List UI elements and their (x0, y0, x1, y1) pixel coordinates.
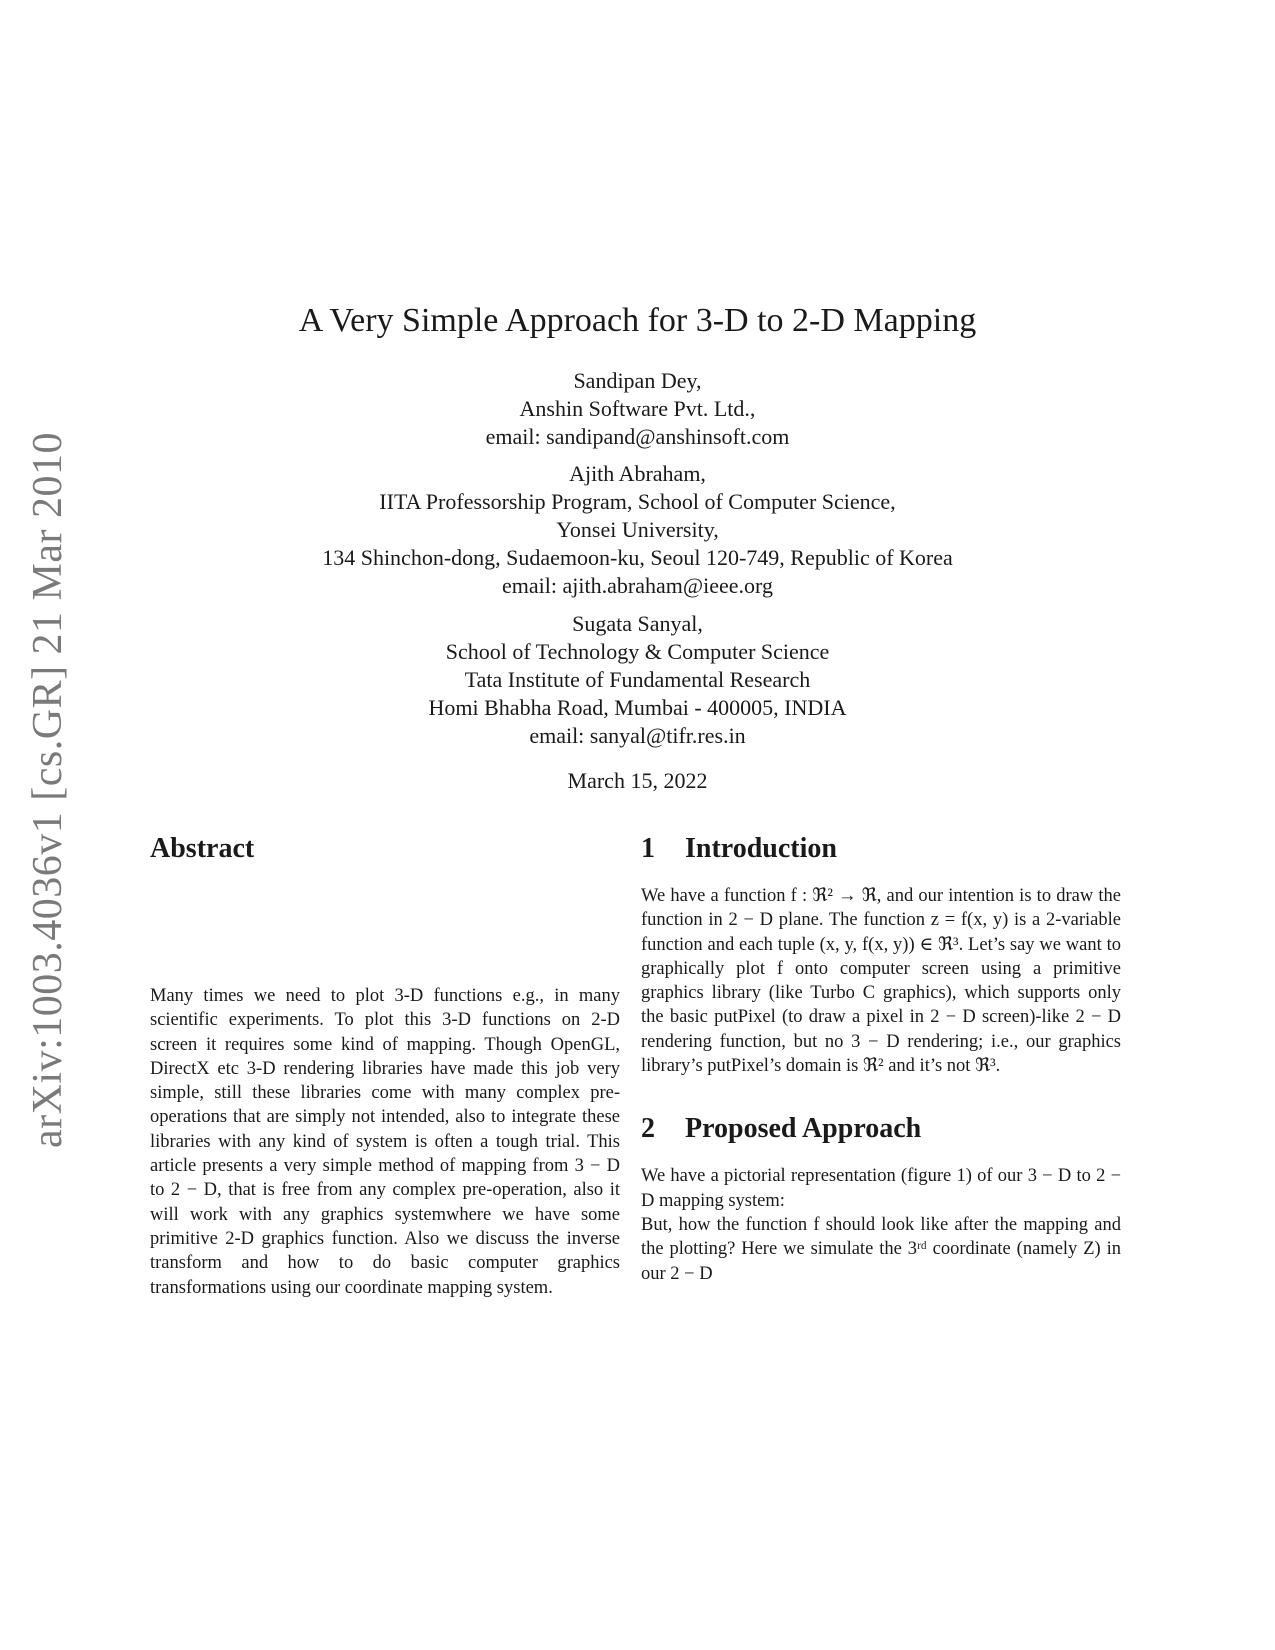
author-affiliation: Tata Institute of Fundamental Research (464, 667, 811, 692)
author-block-1 (0, 367, 1275, 451)
author-name: Ajith Abraham, (569, 461, 706, 486)
author-affiliation: Yonsei University, (556, 517, 719, 542)
author-name: Sandipan Dey, (573, 368, 702, 393)
author-address: Homi Bhabha Road, Mumbai - 400005, INDIA (428, 695, 847, 720)
right-column (641, 832, 1121, 1286)
approach-paragraph-1: We have a pictorial representation (figure 1) of our 3 − D to 2 − D mapping system: (641, 1166, 1121, 1211)
paper-date: March 15, 2022 (567, 768, 708, 793)
section-number: 1 (641, 833, 655, 864)
arxiv-stamp-text: arXiv:1003.4036v1 [cs.GR] 21 Mar 2010 (25, 431, 71, 1149)
abstract-text: Many times we need to plot 3-D functions e.g., in many scientific experiments. To plot this 3-D functions on 2-D screen it requires some kind of mapping. Though OpenGL, DirectX etc 3-D rendering libraries have made this job very simple, still these libraries come with many complex pre-operations that are simply not intended, also to integrate these libraries with any kind of system is often a tough trial. This article presents a very simple method of mapping from 3 − D to 2 − D, that is free from any complex pre-operation, also it will work with any graphics systemwhere we have some primitive 2-D graphics function. Also we discuss the inverse transform and how to do basic computer graphics transformations using our coordinate mapping system. (150, 986, 620, 1298)
author-affiliation: School of Technology & Computer Science (445, 639, 830, 664)
approach-heading (641, 1112, 1121, 1146)
left-column (150, 832, 620, 1300)
author-email: email: ajith.abraham@ieee.org (502, 573, 773, 598)
intro-heading (641, 832, 1121, 866)
author-block-3 (0, 610, 1275, 750)
author-affiliation: IITA Professorship Program, School of Computer Science, (379, 489, 896, 514)
author-email: email: sanyal@tifr.res.in (529, 723, 746, 748)
author-address: 134 Shinchon-dong, Sudaemoon-ku, Seoul 120-749, Republic of Korea (322, 545, 953, 570)
approach-paragraph-2: But, how the function f should look like after the mapping and the plotting? Here we simulate the 3ʳᵈ coordinate (namely Z) in our 2 − D (641, 1214, 1121, 1284)
author-affiliation: Anshin Software Pvt. Ltd., (519, 396, 756, 421)
author-email: email: sandipand@anshinsoft.com (485, 424, 790, 449)
section-title: Introduction (685, 833, 837, 864)
author-name: Sugata Sanyal, (572, 611, 703, 636)
author-block-2 (0, 460, 1275, 600)
paper-title: A Very Simple Approach for 3-D to 2-D Mapping (298, 302, 977, 339)
section-number: 2 (641, 1113, 655, 1145)
abstract-heading: Abstract (150, 833, 255, 864)
intro-text: We have a function f : ℜ² → ℜ, and our intention is to draw the function in 2 − D plane. The function z = f(x, y) is a 2-variable function and each tuple (x, y, f(x, y)) ∈ ℜ³. Let’s say we want to graphically plot f onto computer screen using a primitive graphics library (like Turbo C graphics), which supports only the basic putPixel (to draw a pixel in 2 − D screen)-like 2 − D rendering function, but no 3 − D rendering; i.e., our graphics library’s putPixel’s domain is ℜ² and it’s not ℜ³. (641, 886, 1121, 1077)
section-title: Proposed Approach (685, 1113, 922, 1145)
